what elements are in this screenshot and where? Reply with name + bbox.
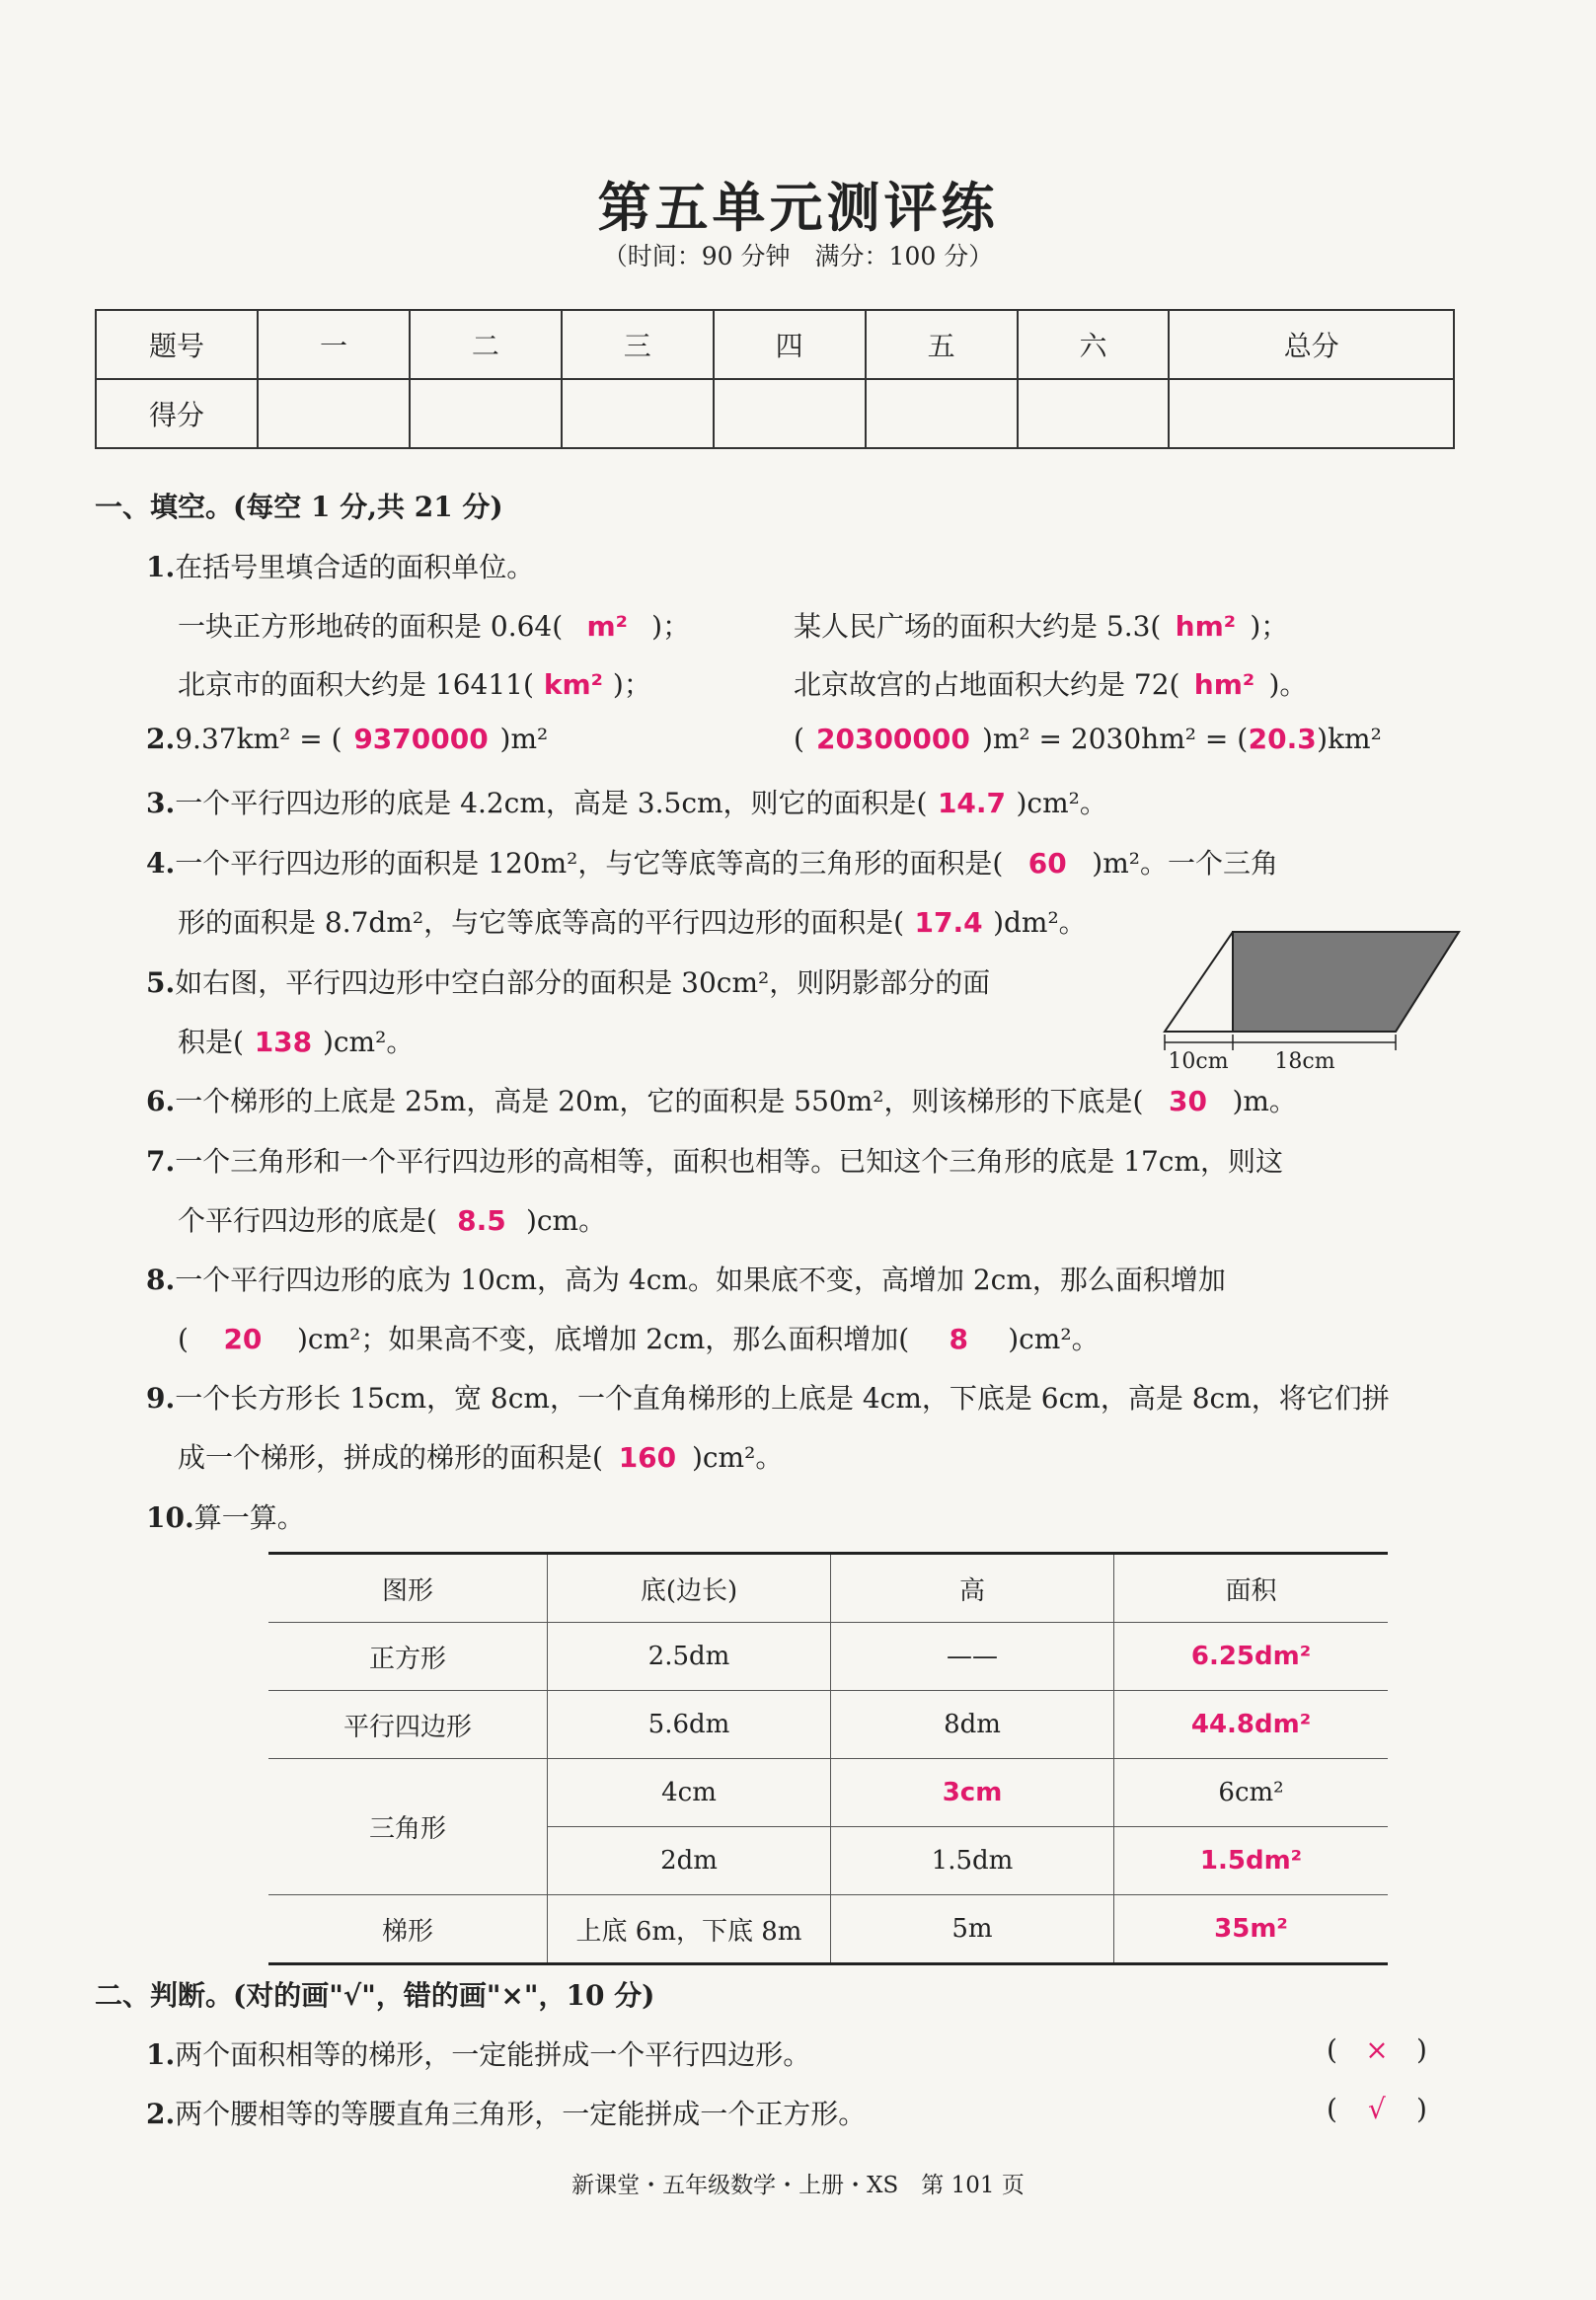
score-header-cell: 题号	[96, 310, 258, 379]
s2-q2-mark: ( √ )	[1327, 2093, 1427, 2125]
q9-line1: 9.一个长方形长 15cm，宽 8cm，一个直角梯形的上底是 4cm，下底是 6cm，高是 8cm，将它们拼	[146, 1382, 1390, 1415]
label-10cm: 10cm	[1168, 1049, 1229, 1074]
score-header-cell: 五	[866, 310, 1018, 379]
score-cell	[714, 379, 866, 448]
q10-stem: 10.算一算。	[146, 1501, 305, 1534]
calc-header: 高	[831, 1554, 1114, 1623]
q7-line2: 个平行四边形的底是( 8.5 )cm。	[178, 1204, 607, 1237]
table-row: 三角形 4cm 3cm 6cm²	[268, 1759, 1388, 1827]
q1-line-a: 一块正方形地砖的面积是 0.64( m² )；	[178, 610, 691, 643]
q9-line2: 成一个梯形，拼成的梯形的面积是( 160 )cm²。	[178, 1441, 784, 1474]
score-header-cell: 六	[1018, 310, 1170, 379]
answer: 44.8dm²	[1114, 1691, 1389, 1759]
table-row: 平行四边形 5.6dm 8dm 44.8dm²	[268, 1691, 1388, 1759]
score-header-cell: 三	[562, 310, 714, 379]
answer: 6.25dm²	[1114, 1623, 1389, 1691]
answer: 14.7	[937, 787, 1007, 819]
answer: 17.4	[914, 906, 983, 939]
score-cell	[1169, 379, 1454, 448]
table-row: 正方形 2.5dm —— 6.25dm²	[268, 1623, 1388, 1691]
answer: m²	[586, 610, 628, 643]
q1-stem: 1.在括号里填合适的面积单位。	[146, 551, 535, 583]
q6: 6.一个梯形的上底是 25m，高是 20m，它的面积是 550m²，则该梯形的下底是( 30 )m。	[146, 1085, 1297, 1117]
section1-heading: 一、填空。(每空 1 分,共 21 分)	[95, 491, 503, 523]
answer: 20.3	[1248, 723, 1317, 755]
score-cell	[1018, 379, 1170, 448]
score-cell	[410, 379, 562, 448]
section2-heading: 二、判断。(对的画"√"，错的画"×"，10 分)	[95, 1979, 655, 2012]
q5-parallelogram-figure	[1155, 926, 1461, 1084]
q8-line2: ( 20 )cm²；如果高不变，底增加 2cm，那么面积增加( 8 )cm²。	[178, 1323, 1100, 1355]
answer: 8.5	[457, 1204, 506, 1237]
calc-table	[268, 1552, 1388, 1965]
q2-line-a: 2.9.37km² = ( 9370000 )m²	[146, 723, 549, 755]
calc-header: 面积	[1114, 1554, 1389, 1623]
answer: km²	[543, 668, 603, 701]
answer: 1.5dm²	[1114, 1827, 1389, 1895]
answer: 138	[254, 1026, 313, 1058]
score-header-cell: 总分	[1169, 310, 1454, 379]
q3: 3.一个平行四边形的底是 4.2cm，高是 3.5cm，则它的面积是( 14.7 )cm²。	[146, 787, 1107, 819]
answer: 60	[1027, 847, 1067, 880]
q4-line1: 4.一个平行四边形的面积是 120m²，与它等底等高的三角形的面积是( 60 )m²。一个三角	[146, 847, 1278, 880]
s2-q2: 2.两个腰相等的等腰直角三角形，一定能拼成一个正方形。	[146, 2098, 867, 2130]
answer: 160	[618, 1441, 677, 1474]
q5-line2: 积是( 138 )cm²。	[178, 1026, 415, 1058]
answer: 30	[1168, 1085, 1207, 1117]
answer: 20300000	[816, 723, 970, 755]
answer: 3cm	[831, 1759, 1114, 1827]
page-subtitle: （时间：90 分钟 满分：100 分）	[602, 242, 994, 270]
answer: 8	[949, 1323, 968, 1355]
q5-line1: 5.如右图，平行四边形中空白部分的面积是 30cm²，则阴影部分的面	[146, 966, 991, 999]
q4-line2: 形的面积是 8.7dm²，与它等底等高的平行四边形的面积是( 17.4 )dm²。	[178, 906, 1087, 939]
answer: 9370000	[353, 723, 489, 755]
score-table	[95, 309, 1455, 449]
answer: 35m²	[1114, 1895, 1389, 1964]
score-cell	[562, 379, 714, 448]
score-header-cell: 二	[410, 310, 562, 379]
score-row-label: 得分	[96, 379, 258, 448]
answer: 20	[223, 1323, 263, 1355]
q1-line-d: 北京故宫的占地面积大约是 72( hm² )。	[794, 668, 1308, 701]
score-header-cell: 一	[258, 310, 410, 379]
score-cell	[866, 379, 1018, 448]
answer: hm²	[1193, 668, 1255, 701]
q7-line1: 7.一个三角形和一个平行四边形的高相等，面积也相等。已知这个三角形的底是 17cm，则这	[146, 1145, 1284, 1178]
s2-q1: 1.两个面积相等的梯形，一定能拼成一个平行四边形。	[146, 2038, 811, 2071]
answer: hm²	[1175, 610, 1237, 643]
q2-line-b: ( 20300000 )m² = 2030hm² = (20.3)km²	[794, 723, 1382, 755]
answer-mark: √	[1368, 2093, 1386, 2125]
q1-line-c: 北京市的面积大约是 16411( km² )；	[178, 668, 651, 701]
score-header-cell: 四	[714, 310, 866, 379]
calc-header: 图形	[268, 1554, 548, 1623]
calc-header: 底(边长)	[548, 1554, 831, 1623]
s2-q1-mark: ( × )	[1327, 2033, 1427, 2066]
table-row: 梯形 上底 6m，下底 8m 5m 35m²	[268, 1895, 1388, 1964]
score-cell	[258, 379, 410, 448]
answer-mark: ×	[1365, 2033, 1389, 2066]
q1-line-b: 某人民广场的面积大约是 5.3( hm² )；	[794, 610, 1289, 643]
label-18cm: 18cm	[1274, 1049, 1335, 1074]
table-row: 2dm 1.5dm 1.5dm²	[268, 1827, 1388, 1895]
q8-line1: 8.一个平行四边形的底为 10cm，高为 4cm。如果底不变，高增加 2cm，那么面积增加	[146, 1264, 1226, 1296]
page-footer: 新课堂・五年级数学・上册・XS 第 101 页	[571, 2173, 1025, 2198]
page-title: 第五单元测评练	[597, 176, 999, 239]
shaded-region	[1233, 932, 1459, 1032]
